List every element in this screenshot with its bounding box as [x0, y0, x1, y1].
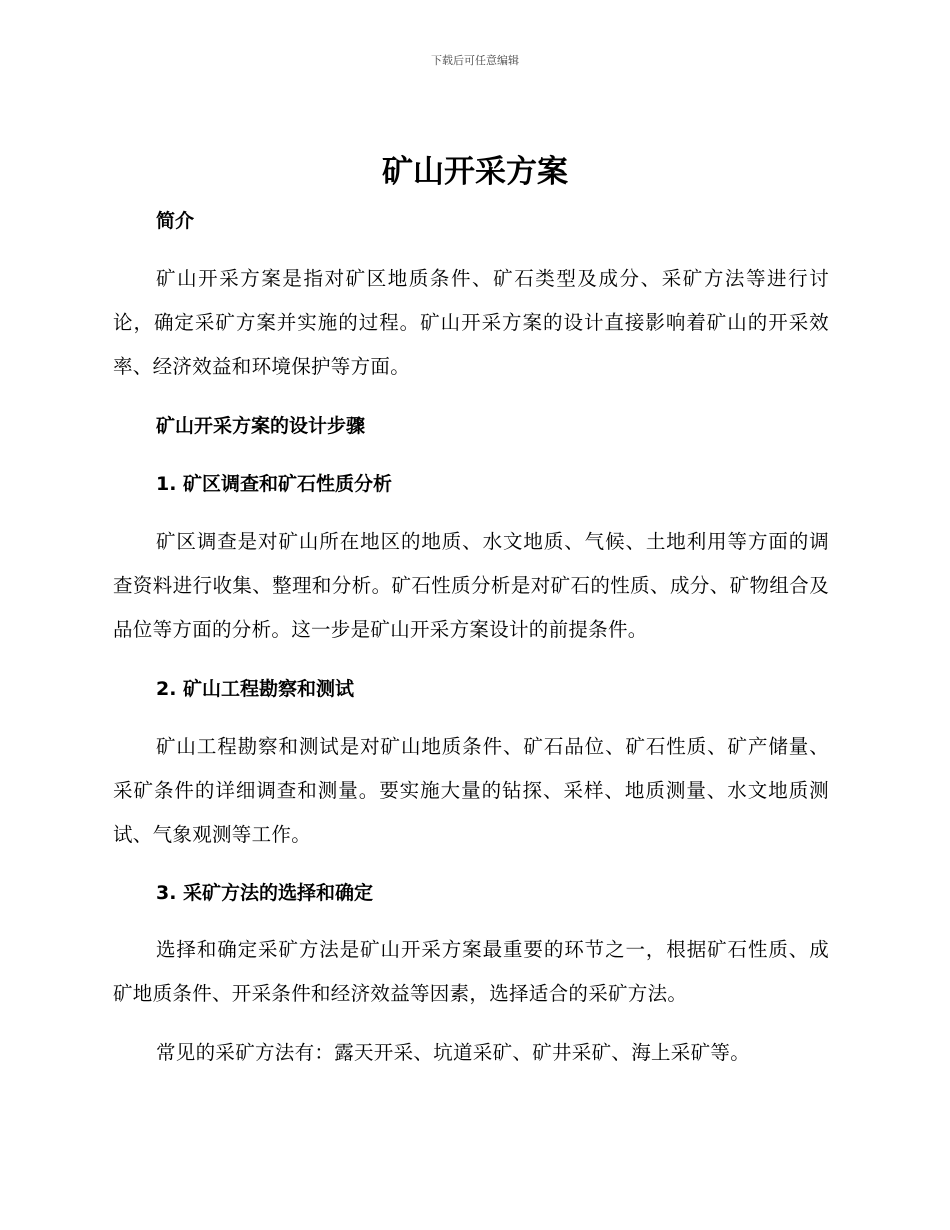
intro-paragraph: 矿山开采方案是指对矿区地质条件、矿石类型及成分、采矿方法等进行讨论，确定采矿方案并实施的过程。矿山开采方案的设计直接影响着矿山的开采效率、经济效益和环境保护等方面。	[113, 267, 829, 378]
step-1-heading: 1. 矿区调查和矿石性质分析	[156, 473, 393, 495]
header-note: 下载后可任意编辑	[431, 54, 519, 67]
steps-heading: 矿山开采方案的设计步骤	[156, 415, 366, 437]
step-3-paragraph: 选择和确定采矿方法是矿山开采方案最重要的环节之一，根据矿石性质、成矿地质条件、开采条件和经济效益等因素，选择适合的采矿方法。	[113, 938, 829, 1005]
document-title: 矿山开采方案	[382, 154, 568, 190]
step-3-heading: 3. 采矿方法的选择和确定	[156, 882, 374, 904]
intro-heading: 简介	[156, 210, 195, 232]
step-2-heading: 2. 矿山工程勘察和测试	[156, 678, 355, 700]
step-1-paragraph: 矿区调查是对矿山所在地区的地质、水文地质、气候、土地利用等方面的调查资料进行收集、整理和分析。矿石性质分析是对矿石的性质、成分、矿物组合及品位等方面的分析。这一步是矿山开采方案设计的前提条件。	[113, 530, 829, 641]
step-2-paragraph: 矿山工程勘察和测试是对矿山地质条件、矿石品位、矿石性质、矿产储量、采矿条件的详细调查和测量。要实施大量的钻探、采样、地质测量、水文地质测试、气象观测等工作。	[113, 735, 829, 846]
step-3-paragraph-methods: 常见的采矿方法有：露天开采、坑道采矿、矿井采矿、海上采矿等。	[156, 1041, 751, 1064]
